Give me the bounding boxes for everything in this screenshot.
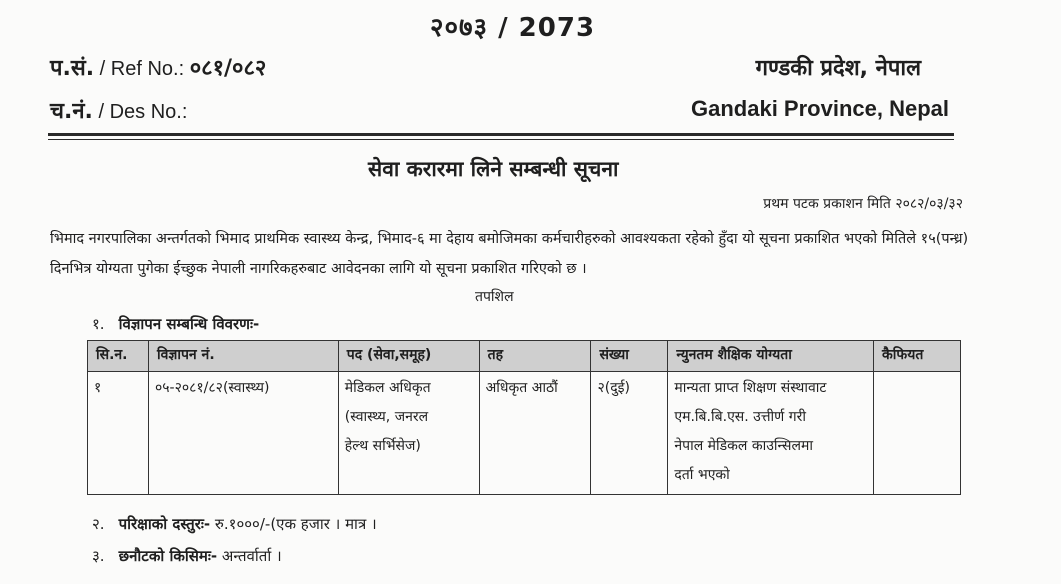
tapsil-heading: तपशिल [475,289,514,305]
item-label: परिक्षाको दस्तुरः- [118,515,211,533]
item-exam-fee [92,514,377,534]
section-1-heading [92,314,259,334]
province-name-en: Gandaki Province, Nepal [691,96,949,121]
qual-line: दर्ता भएको [674,467,730,483]
province-name-np: गण्डकी प्रदेश, नेपाल [755,56,921,81]
notice-paragraph: भिमाद नगरपालिका अन्तर्गतको भिमाद प्राथमिक स्वास्थ्य केन्द्र, भिमाद-६ मा देहाय बमोजिमका कर्मचारीहरुको आवश्यकता रहेको हुँदा यो सूचना प्रकाशित भएको मितिले १५(पन्ध्र) दिनभित्र योग्यता पुगेका ईच्छुक नेपाली नागरिकहरुबाट आवेदनका लागि यो सूचना प्रकाशित गरिएको छ । [50,231,969,277]
cell-adv-no: ०५-२०८१/८२(स्वास्थ्य) [148,372,338,495]
cell-level: अधिकृत आठौं [479,372,591,495]
item-number: २. [92,515,105,533]
vacancy-table [87,340,961,495]
des-label-np: च.नं. [50,99,93,124]
col-header-level: तह [479,341,591,372]
item-number: ३. [92,547,105,565]
item-label: छनौटको किसिमः- [118,547,218,565]
section-1-number: १. [92,315,105,333]
ref-number [50,52,266,82]
col-header-qualification: न्युनतम शैक्षिक योग्यता [668,341,874,372]
ref-label-np: प.सं. [50,56,95,81]
cell-post [338,372,479,495]
qual-line: नेपाल मेडिकल काउन्सिलमा [674,438,813,454]
ref-value: ०८१/०८२ [189,56,267,81]
item-value: अन्तर्वार्ता । [217,547,282,565]
item-selection-type [92,546,282,566]
item-value: रु.१०००/-(एक हजार । मात्र । [210,515,377,533]
post-line: मेडिकल अधिकृत [344,380,431,396]
qual-line: एम.बि.बि.एस. उत्तीर्ण गरी [674,409,806,425]
col-header-sn: सि.न. [88,341,149,372]
table-header-row [88,341,961,372]
header-divider-thick [48,133,954,136]
notice-title: सेवा करारमा लिने सम्बन्धी सूचना [368,157,619,181]
col-header-remarks: कैफियत [874,341,961,372]
cell-sn: १ [88,372,149,495]
cell-qualification [668,372,874,495]
qual-line: मान्यता प्राप्त शिक्षण संस्थावाट [674,380,827,396]
cell-remarks [874,372,961,495]
publish-date: प्रथम पटक प्रकाशन मिति २०८२/०३/३२ [763,196,963,212]
col-header-post: पद (सेवा,समूह) [338,341,479,372]
header-divider-thin [48,139,954,140]
col-header-adv-no: विज्ञापन नं. [148,341,338,372]
header-year: २०७३ / 2073 [430,13,596,43]
ref-label-en: / Ref No.: [94,58,190,80]
post-line: (स्वास्थ्य, जनरल [344,409,429,425]
table-row [88,372,961,495]
cell-count: २(दुई) [591,372,668,495]
section-1-label: विज्ञापन सम्बन्धि विवरणः- [118,315,260,333]
col-header-count: संख्या [591,341,668,372]
post-line: हेल्थ सर्भिसेज) [344,438,421,454]
des-number [50,95,187,125]
des-label-en: / Des No.: [92,101,188,123]
